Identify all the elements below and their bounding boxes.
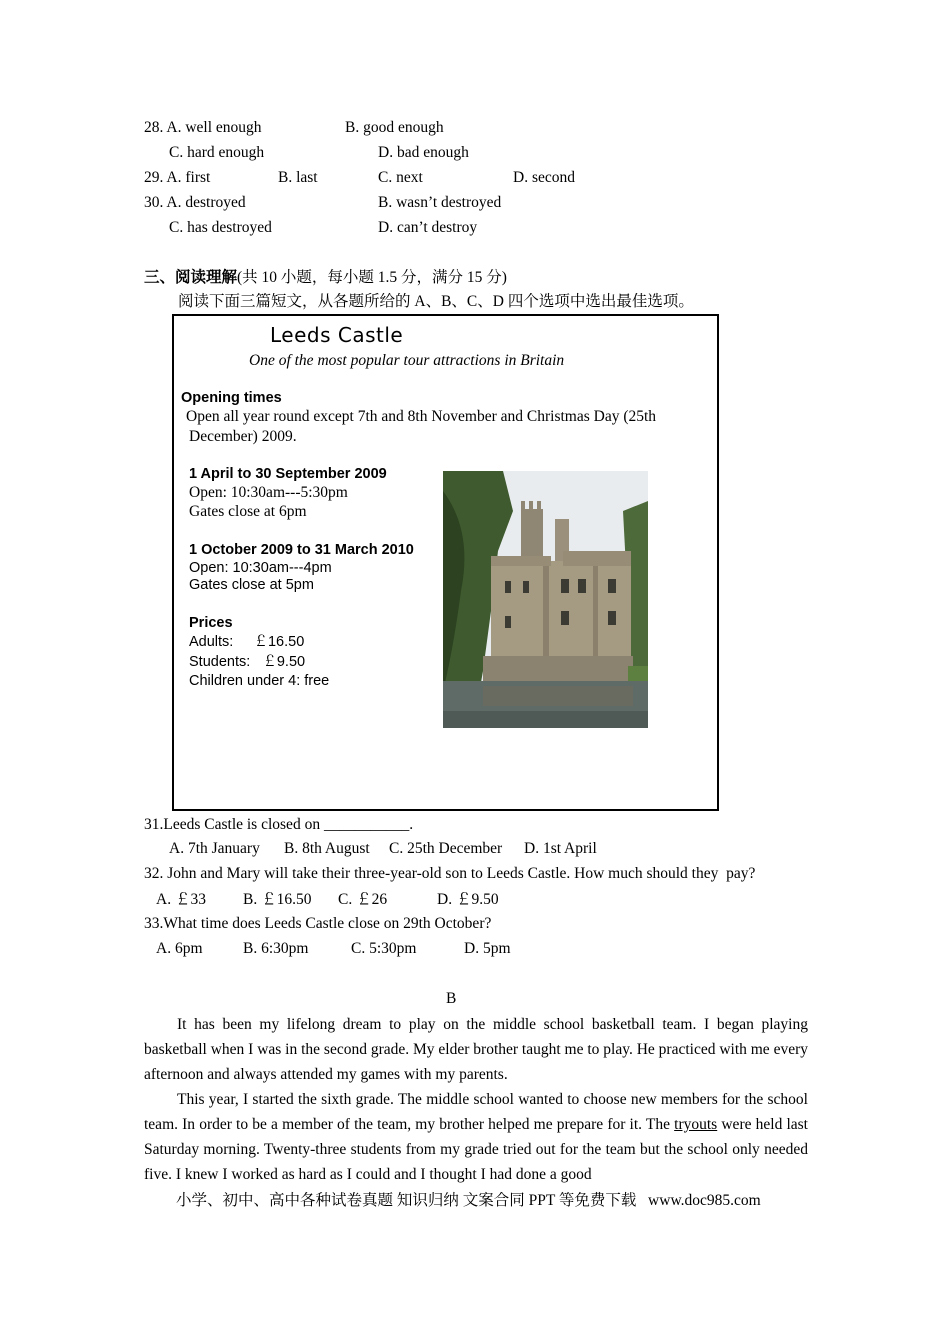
q28-d: D. bad enough — [378, 144, 469, 161]
opening-line1: Open all year round except 7th and 8th November and Christmas Day (25th — [186, 408, 657, 425]
q32-option-d: D. ￡9.50 — [437, 891, 499, 908]
opening-line2: December) 2009. — [189, 428, 297, 445]
question-31: 31.Leeds Castle is closed on ___________. — [144, 816, 414, 833]
q32-option-b: B. ￡16.50 — [243, 891, 312, 908]
period1-heading: 1 April to 30 September 2009 — [189, 466, 387, 482]
question-32: 32. John and Mary will take their three-year-old son to Leeds Castle. How much should they pay? — [144, 865, 756, 882]
q29-b: B. last — [278, 169, 318, 186]
price-children: Children under 4: free — [189, 673, 330, 689]
q29-d: D. second — [513, 169, 575, 186]
q31-option-d: D. 1st April — [524, 840, 597, 857]
q31-option-a: A. 7th January — [169, 840, 260, 857]
period2-gates: Gates close at 5pm — [189, 577, 314, 593]
question-33: 33.What time does Leeds Castle close on 29th October? — [144, 915, 492, 932]
q29-c: C. next — [378, 169, 423, 186]
q33-option-b: B. 6:30pm — [243, 940, 309, 957]
leaflet-subtitle: One of the most popular tour attractions in Britain — [249, 352, 565, 369]
passage-b-paragraph-2: This year, I started the sixth grade. The middle school wanted to choose new members for the school team. In order to be a member of the team, my brother helped me prepare for it. The tryouts were held last Saturday morning. Twenty-three students from my grade tried out for the team but the school only needed five. I knew I worked as hard as I could and I thought I had done a good — [144, 1091, 808, 1183]
q30-b: B. wasn’t destroyed — [378, 194, 502, 211]
q31-option-b: B. 8th August — [284, 840, 370, 857]
passage-b-label: B — [446, 990, 457, 1007]
castle-photo — [443, 471, 648, 728]
q33-option-c: C. 5:30pm — [351, 940, 417, 957]
q30-d: D. can’t destroy — [378, 219, 478, 236]
q32-option-a: A. ￡33 — [156, 891, 206, 908]
q31-option-c: C. 25th December — [389, 840, 503, 857]
price-adults: Adults: ￡16.50 — [189, 634, 305, 650]
period1-gates: Gates close at 6pm — [189, 503, 307, 520]
period1-open: Open: 10:30am---5:30pm — [189, 484, 348, 501]
q29-a: 29. A. first — [144, 169, 211, 186]
passage-b-body — [144, 1012, 808, 1187]
q33-option-a: A. 6pm — [156, 940, 203, 957]
passage-b-paragraph-1: It has been my lifelong dream to play on the middle school basketball team. I began playing basketball when I was in the second grade. My elder brother taught me to play. He practiced with me every afternoon and always attended my games with my parents. — [144, 1016, 808, 1083]
q30-a: 30. A. destroyed — [144, 194, 246, 211]
q28-b: B. good enough — [345, 119, 444, 136]
leaflet-title: Leeds Castle — [270, 323, 404, 347]
q33-option-d: D. 5pm — [464, 940, 511, 957]
page-footer: 小学、初中、高中各种试卷真题 知识归纳 文案合同 PPT 等免费下载 www.doc985.com — [176, 1192, 761, 1209]
period2-open: Open: 10:30am---4pm — [189, 560, 332, 576]
q30-c: C. has destroyed — [169, 219, 272, 236]
prices-heading: Prices — [189, 615, 233, 631]
opening-heading: Opening times — [181, 390, 282, 406]
q28-c: C. hard enough — [169, 144, 265, 161]
section-heading: 三、阅读理解(共 10 小题，每小题 1.5 分，满分 15 分) — [144, 269, 507, 286]
section-instruction: 阅读下面三篇短文，从各题所给的 A、B、C、D 四个选项中选出最佳选项。 — [178, 293, 694, 310]
tryouts-word: tryouts — [674, 1116, 718, 1133]
q28-a: 28. A. well enough — [144, 119, 262, 136]
q32-option-c: C. ￡26 — [338, 891, 388, 908]
price-students: Students: ￡9.50 — [189, 654, 306, 670]
period2-heading: 1 October 2009 to 31 March 2010 — [189, 542, 414, 558]
